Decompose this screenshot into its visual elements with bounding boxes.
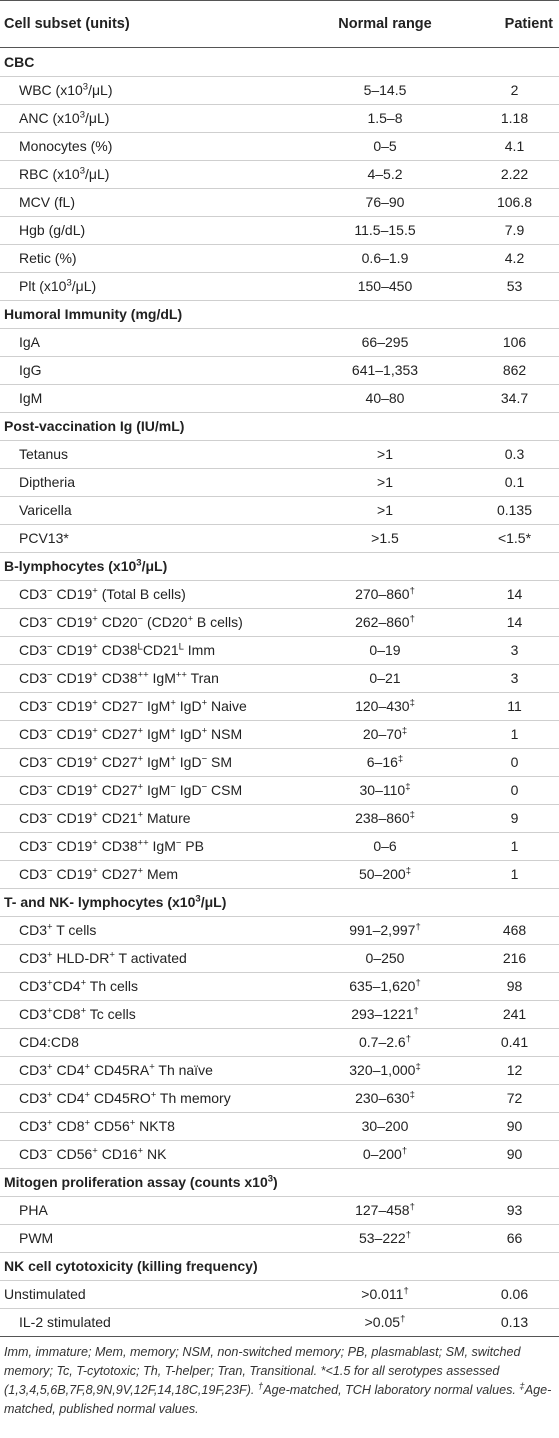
cell-normal-range: 270–860† [355, 585, 415, 602]
table-footnote: Imm, immature; Mem, memory; NSM, non-switched memory; PB, plasmablast; SM, switched memory; Tc, T-cytotoxic; Th, T-helper; Tran, Transitional. *<1.5 for all serotypes assessed (1,3,4,5,6B,7F,8,9N,9V,12F,14,18C,19F,23F). †Age-matched, TCH laboratory normal values. ‡Age-matched, published normal values. [4, 1345, 552, 1416]
cell-subset: CD3− CD19+ CD21+ Mature [19, 809, 191, 826]
cell-subset: Varicella [19, 502, 72, 518]
cell-subset: CD3− CD19+ CD27− IgM+ IgD+ Naive [19, 697, 247, 714]
cell-subset: CD3+CD8+ Tc cells [19, 1005, 136, 1022]
cell-patient-value: 93 [506, 1202, 523, 1218]
cell-subset: CD3− CD19+ CD38++ IgM− PB [19, 837, 204, 854]
cell-normal-range: 40–80 [365, 390, 405, 406]
header-normal-range: Normal range [338, 16, 432, 32]
cell-subset: ANC $(x10^3/\mu L)$ [19, 109, 110, 126]
cell-subset: CD3− CD19+ CD27+ Mem [19, 865, 179, 882]
cell-patient-value: 53 [506, 278, 523, 294]
table-row [0, 804, 559, 832]
table-header [0, 1, 559, 47]
table-row [0, 1056, 559, 1084]
cell-patient-value: 0.1 [504, 474, 525, 490]
cell-patient-value: 0.41 [500, 1034, 529, 1050]
table-row [0, 328, 559, 356]
cell-normal-range: 991–2,997† [349, 921, 421, 938]
cell-patient-value: 90 [506, 1146, 523, 1162]
cell-patient-value: 2 [510, 82, 519, 98]
table-row [0, 244, 559, 272]
cell-patient-value: 106 [502, 334, 527, 350]
cell-patient-value: 66 [506, 1230, 523, 1246]
table-row [0, 160, 559, 188]
cell-subset: CD3+ HLD-DR+ T activated [19, 949, 187, 966]
table-row [0, 1196, 559, 1224]
cell-normal-range: 0–21 [369, 670, 401, 686]
cell-normal-range: 66–295 [361, 334, 409, 350]
cell-patient-value: 12 [506, 1062, 523, 1078]
cell-normal-range: 230–630‡ [355, 1089, 415, 1106]
cell-subset: CD3+ CD4+ CD45RO+ Th memory [19, 1089, 231, 1106]
cell-subset: Hgb (g/dL) [19, 222, 86, 238]
table-row [0, 132, 559, 160]
cell-subset: CD3− CD19+ CD27+ IgM+ IgD+ NSM [19, 725, 243, 742]
cell-normal-range: 262–860† [355, 613, 415, 630]
cell-normal-range: 320–1,000‡ [349, 1061, 421, 1078]
table-row [0, 1140, 559, 1168]
cell-normal-range: 4–5.2 [367, 166, 403, 182]
cell-normal-range: 0–19 [369, 642, 401, 658]
table-row [0, 216, 559, 244]
cell-patient-value: 2.22 [500, 166, 529, 182]
cell-normal-range: 6–16‡ [366, 753, 404, 770]
cell-normal-range: >1 [377, 474, 393, 490]
cell-patient-value: 216 [502, 950, 527, 966]
table-row [0, 1224, 559, 1252]
cell-patient-value: 34.7 [500, 390, 529, 406]
cell-normal-range: 30–110‡ [359, 781, 411, 798]
table-row [0, 1084, 559, 1112]
section-row [0, 412, 559, 440]
cell-patient-value: 1 [510, 726, 519, 742]
section-title: Post-vaccination Ig (IU/mL) [4, 418, 185, 434]
section-title: CBC [4, 54, 35, 70]
cell-subset: CD3+ T cells [19, 921, 97, 938]
cell-normal-range: 238–860‡ [355, 809, 415, 826]
table-row [0, 748, 559, 776]
cell-patient-value: 14 [506, 586, 523, 602]
cell-patient-value: 1 [510, 866, 519, 882]
cell-patient-value: 0.135 [496, 502, 533, 518]
cell-normal-range: 11.5–15.5 [354, 222, 416, 238]
cell-normal-range: >1.5 [371, 530, 399, 546]
table-row [0, 384, 559, 412]
section-title: B-lymphocytes $(x10^3/\mu L)$ [4, 557, 168, 574]
cell-patient-value: 9 [510, 810, 519, 826]
cell-subset: IgA [19, 334, 41, 350]
table-row [0, 944, 559, 972]
table-row [0, 720, 559, 748]
table-row [0, 636, 559, 664]
cell-normal-range: 5–14.5 [363, 82, 407, 98]
cell-subset: Unstimulated [4, 1286, 86, 1302]
cell-normal-range: 127–458† [355, 1201, 415, 1218]
cell-normal-range: 120–430‡ [355, 697, 415, 714]
table-row [0, 76, 559, 104]
cell-subset: IL-2 stimulated [19, 1314, 111, 1330]
cell-normal-range: 0.6–1.9 [361, 250, 409, 266]
cell-normal-range: 20–70‡ [362, 725, 408, 742]
cell-patient-value: 90 [506, 1118, 523, 1134]
table-row [0, 580, 559, 608]
cell-subset: Retic (%) [19, 250, 77, 266]
cell-normal-range: 0–250 [365, 950, 405, 966]
section-row [0, 888, 559, 916]
cell-subset: CD3+CD4+ Th cells [19, 977, 139, 994]
table-body [0, 48, 559, 1336]
cell-subset: CD3+ CD4+ CD45RA+ Th naïve [19, 1061, 213, 1078]
table-row [0, 356, 559, 384]
cell-normal-range: >1 [377, 446, 393, 462]
table-row [0, 832, 559, 860]
cell-patient-value: 4.2 [504, 250, 525, 266]
cell-subset: CD3− CD19+ CD27+ IgM− IgD− CSM [19, 781, 243, 798]
cell-normal-range: 30–200 [361, 1118, 409, 1134]
cell-normal-range: 0–6 [373, 838, 397, 854]
cell-normal-range: 641–1,353 [351, 362, 419, 378]
cell-normal-range: 635–1,620† [349, 977, 421, 994]
table-row [0, 664, 559, 692]
cell-subset: CD3− CD19+ CD27+ IgM+ IgD− SM [19, 753, 233, 770]
table-row [0, 188, 559, 216]
cell-normal-range: 0–200† [362, 1145, 408, 1162]
section-title: NK cell cytotoxicity (killing frequency) [4, 1258, 258, 1274]
cell-patient-value: 0.06 [500, 1286, 529, 1302]
cell-subset: IgG [19, 362, 42, 378]
cell-normal-range: 0.7–2.6† [358, 1033, 411, 1050]
table-row [0, 1028, 559, 1056]
section-row [0, 552, 559, 580]
table-row [0, 468, 559, 496]
cell-subset: WBC $(x10^3/\mu L)$ [19, 81, 113, 98]
cell-normal-range: 0–5 [373, 138, 397, 154]
cell-normal-range: 76–90 [365, 194, 405, 210]
cell-subset: Plt $(x10^3/\mu L)$ [19, 277, 97, 294]
section-row [0, 48, 559, 76]
cell-subset: CD3− CD56+ CD16+ NK [19, 1145, 167, 1162]
cell-patient-value: 0.3 [504, 446, 525, 462]
cell-patient-value: 7.9 [504, 222, 525, 238]
header-patient: Patient [504, 16, 553, 32]
cell-patient-value: 11 [507, 698, 522, 714]
cell-normal-range: >0.05† [364, 1313, 406, 1330]
cell-patient-value: 0 [510, 782, 519, 798]
cell-subset: CD3− CD19+ CD20− (CD20+ B cells) [19, 613, 243, 630]
table-row [0, 1000, 559, 1028]
cell-patient-value: 14 [506, 614, 523, 630]
section-title: Humoral Immunity (mg/dL) [4, 306, 183, 322]
cell-patient-value: 1 [510, 838, 519, 854]
cell-subset: Diptheria [19, 474, 76, 490]
cell-normal-range: >0.011† [361, 1285, 409, 1302]
section-row [0, 1252, 559, 1280]
table-row [0, 496, 559, 524]
table-row [0, 440, 559, 468]
cell-patient-value: 72 [506, 1090, 523, 1106]
table-row [0, 972, 559, 1000]
cell-patient-value: 0 [510, 754, 519, 770]
table-row [0, 1112, 559, 1140]
table-row [0, 524, 559, 552]
cell-patient-value: 4.1 [504, 138, 525, 154]
section-row [0, 1168, 559, 1196]
section-title: Mitogen proliferation assay (counts $x10^3$) [4, 1173, 278, 1190]
table-row [0, 860, 559, 888]
table-row [0, 776, 559, 804]
cell-patient-value: 862 [502, 362, 527, 378]
cell-normal-range: 1.5–8 [367, 110, 403, 126]
cell-patient-value: 468 [502, 922, 527, 938]
cell-subset: MCV (fL) [19, 194, 75, 210]
cell-patient-value: 98 [506, 978, 523, 994]
cell-subset: Tetanus [19, 446, 69, 462]
cell-subset: CD3+ CD8+ CD56+ NKT8 [19, 1117, 175, 1134]
table-row [0, 1308, 559, 1336]
cell-patient-value: <1.5* [497, 530, 532, 546]
cell-normal-range: 150–450 [357, 278, 413, 294]
table-row [0, 916, 559, 944]
cell-subset: PWM [19, 1230, 54, 1246]
cell-subset: CD3− CD19+ $CD38^LCD21^L$ Imm [19, 641, 216, 658]
cell-patient-value: 0.13 [500, 1314, 529, 1330]
header-cell-subset: Cell subset (units) [4, 16, 130, 32]
section-row [0, 300, 559, 328]
cell-normal-range: 53–222† [358, 1229, 411, 1246]
cell-patient-value: 3 [510, 642, 519, 658]
cell-normal-range: 293–1221† [351, 1005, 419, 1022]
table-row [0, 692, 559, 720]
cell-subset: PCV13* [19, 530, 69, 546]
table-row [0, 104, 559, 132]
cell-normal-range: >1 [377, 502, 393, 518]
cell-subset: Monocytes (%) [19, 138, 113, 154]
cell-subset: IgM [19, 390, 43, 406]
table-row [0, 1280, 559, 1308]
section-title: T- and NK- lymphocytes $(x10^3/\mu L)$ [4, 893, 227, 910]
cell-subset: CD3− CD19+ CD38++ IgM++ Tran [19, 669, 219, 686]
table-row [0, 608, 559, 636]
cell-subset: PHA [19, 1202, 48, 1218]
cell-subset: RBC $(x10^3/\mu L)$ [19, 165, 110, 182]
cell-patient-value: 106.8 [496, 194, 533, 210]
cell-subset: CD3− CD19+ (Total B cells) [19, 585, 186, 602]
cell-patient-value: 241 [502, 1006, 527, 1022]
cell-normal-range: 50–200‡ [358, 865, 411, 882]
cell-patient-value: 1.18 [500, 110, 529, 126]
cell-patient-value: 3 [510, 670, 519, 686]
cell-subset: CD4:CD8 [19, 1034, 79, 1050]
table-row [0, 272, 559, 300]
